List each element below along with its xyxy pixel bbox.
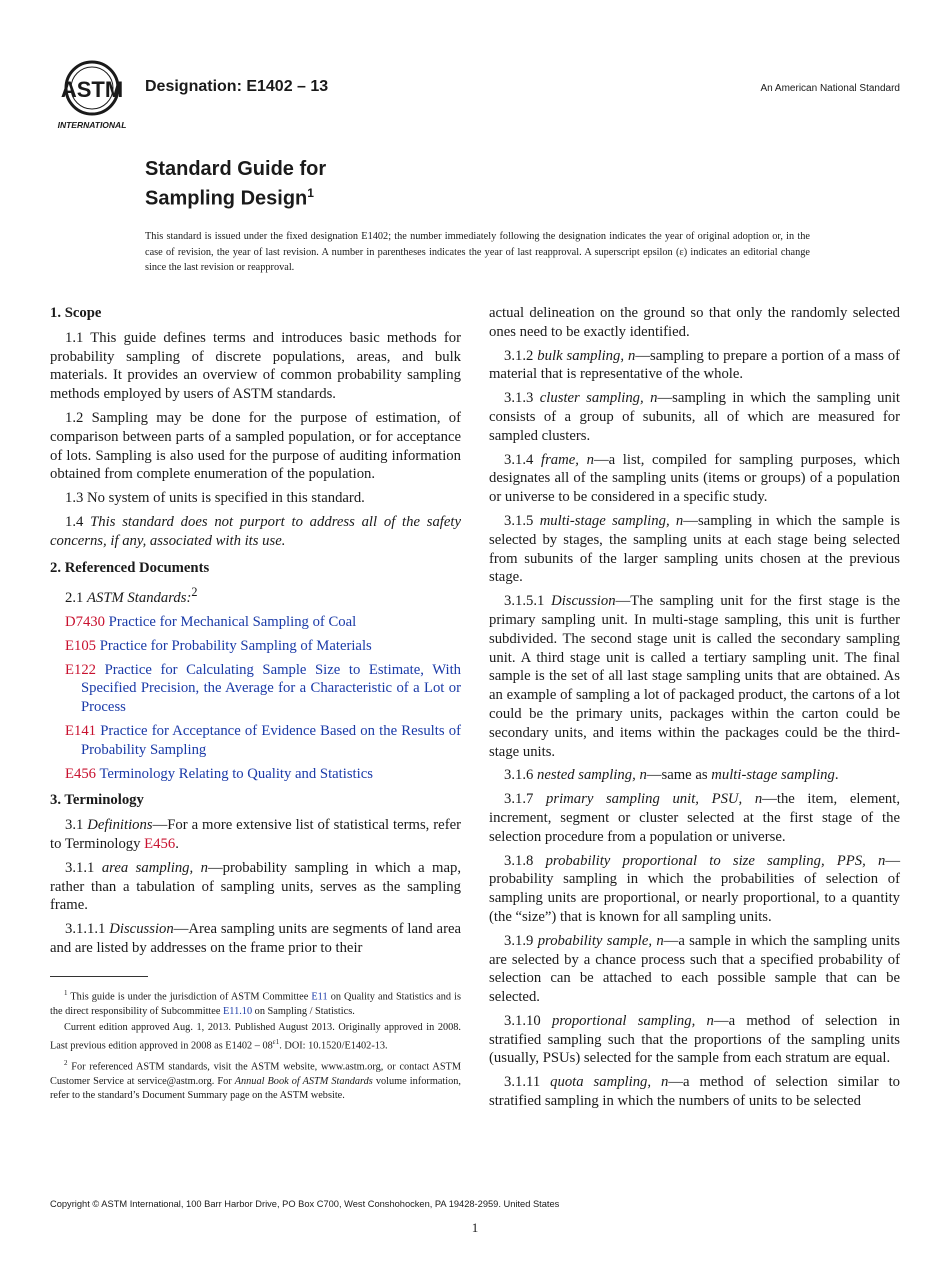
term: probability sample, n <box>537 932 664 949</box>
paragraph-3-1-6 <box>489 766 900 785</box>
definition-text: —The sampling unit for the first stage is the primary sampling unit. In multi-stage sampling, this unit is further subdivided. The second stage unit is called the secondary sampling unit. A third stage unit is called a tertiary sampling unit. The final sample is the set of all last stage sampling units that are obtained. As an example of sampling a lot of packaged product, the cartons of a lot could be the primary units, packages within the carton could be secondary units, and items within the packages could be the third-stage units. <box>489 593 901 760</box>
footnote-text: on Quality and Statistics and is the direct responsibility of Subcommittee <box>50 991 462 1017</box>
safety-statement: This standard does not purport to address all of the safety concerns, if any, associated with its use. <box>50 513 462 549</box>
paragraph-number: 3.1.3 <box>504 390 534 407</box>
paragraph-3-1-8 <box>489 852 900 927</box>
definition-text: —sampling to prepare a portion of a mass of material that is representative of the whole. <box>489 347 900 383</box>
paragraph-3-1-4 <box>489 451 900 507</box>
definition-text: —a method of selection in stratified sampling such that the proportions of the sampling units (usually, PSUs) selected for the sample from each stratum are equal. <box>489 1012 900 1067</box>
reference-title[interactable]: Terminology Relating to Quality and Statistics <box>99 765 373 782</box>
paragraph-number: 3.1.5.1 <box>504 593 545 610</box>
definition-text: —For a more extensive list of statistical terms, refer to Terminology <box>50 817 461 853</box>
paragraph-3-1-5 <box>489 512 900 587</box>
definition-text: —probability sampling in which the probabilities of selection of sampling units are proportional, or nearly proportional, to a quantity (the “size”) that is known for all sampling units. <box>489 852 900 925</box>
astm-logo-graphic <box>50 58 134 132</box>
term: Discussion <box>551 593 616 610</box>
title-line-2-text: Sampling Design <box>145 187 308 210</box>
footnote-text: For referenced ASTM standards, visit the ASTM website, www.astm.org, or contact ASTM Customer Service at service@astm.org. For <box>50 1061 461 1087</box>
designation: Designation: E1402 – 13 <box>145 78 329 95</box>
paragraph-3-1-7 <box>489 790 900 846</box>
footnote-text: Current edition approved Aug. 1, 2013. Published August 2013. Originally approved in 2008. Last previous edition approved in 2008 as E1402 – 08 <box>50 1022 461 1052</box>
reference-title[interactable]: Practice for Probability Sampling of Materials <box>99 637 372 654</box>
definition-text: —same as <box>646 767 708 784</box>
right-column <box>489 304 900 1116</box>
footnote-1 <box>50 986 461 1019</box>
footnotes <box>50 986 461 1105</box>
footnote-text: volume information, refer to the standard’s Document Summary page on the ASTM website. <box>50 1075 461 1102</box>
paragraph-3-1-3 <box>489 389 900 445</box>
definition-text: —probability sampling in which a map, rather than a tabulation of sampling units, serves as the sampling frame. <box>50 859 461 914</box>
page-number: 1 <box>471 1220 479 1235</box>
committee-link[interactable]: E11 <box>311 991 328 1003</box>
term: multi-stage sampling, n <box>539 512 684 529</box>
paragraph-number: 3.1.8 <box>504 852 534 869</box>
footnote-1-edition <box>50 1021 461 1054</box>
term: nested sampling, n <box>537 767 647 784</box>
paragraph-number: 3.1.1 <box>65 859 95 876</box>
paragraph-3-1-11 <box>489 1073 900 1111</box>
definition-text: —a sample in which the sampling units are selected by a chance process such that a specified probability of selection can be attached to each possible sample that can be selected. <box>489 932 901 1006</box>
astm-logo <box>50 58 134 132</box>
subcommittee-link[interactable]: E11.10 <box>223 1005 253 1017</box>
paragraph-number: 3.1.10 <box>504 1012 541 1029</box>
national-standard-label: An American National Standard <box>760 83 900 94</box>
term: bulk sampling, n <box>537 347 636 364</box>
term: frame, n <box>541 451 594 468</box>
title-line-2 <box>145 181 845 211</box>
footnote-mark: 1 <box>64 989 68 997</box>
section-heading-scope: 1. Scope <box>50 305 102 321</box>
reference-code[interactable]: E105 <box>65 637 97 654</box>
paragraph-number: 3.1.5 <box>504 512 534 529</box>
reference-code[interactable]: D7430 <box>65 614 105 631</box>
paragraph-3-1-10 <box>489 1012 900 1068</box>
paragraph-number: 3.1.6 <box>504 767 534 784</box>
footnote-mark: 2 <box>191 585 198 600</box>
cross-reference: multi-stage sampling <box>711 767 835 784</box>
footnote-text: . DOI: 10.1520/E1402-13. <box>279 1040 388 1052</box>
astm-standards-label: ASTM Standards: <box>87 590 192 607</box>
paragraph-number: 3.1.1.1 <box>65 921 106 938</box>
term: probability proportional to size sampling, PPS, n <box>545 852 886 869</box>
definition-text: —sampling in which the sample is selected by stages, the sampling units at each stage being selected from subunits of the larger sampling units chosen at the previous stage. <box>489 512 900 586</box>
left-column <box>50 304 461 963</box>
reference-code[interactable]: E456 <box>65 765 97 782</box>
punctuation: . <box>834 767 839 784</box>
punctuation: . <box>175 836 179 853</box>
title-footnote-mark: 1 <box>307 186 314 200</box>
paragraph-3-1-1-1 <box>50 920 461 958</box>
paragraph-number: 3.1 <box>65 817 84 834</box>
paragraph-number: 3.1.11 <box>504 1074 541 1091</box>
term: Discussion <box>109 921 174 938</box>
reference-title[interactable]: Practice for Calculating Sample Size to Estimate, With Specified Precision, the Average for a Characteristic of a Lot or Process <box>81 661 461 716</box>
paragraph-3-1-9 <box>489 932 900 1007</box>
footnote-2 <box>50 1056 461 1103</box>
definition-text: —Area sampling units are segments of land area and are listed by addresses on the frame prior to their <box>50 921 462 956</box>
copyright-notice: Copyright © ASTM International, 100 Barr Harbor Drive, PO Box C700, West Conshohocken, PA 19428-2959. United States <box>50 1199 560 1209</box>
paragraph-1-1: 1.1 This guide defines terms and introduces basic methods for probability sampling of discrete populations, areas, and bulk materials. It provides an overview of common probability sampling methods employed by users of ASTM standards. <box>50 329 461 403</box>
paragraph-continuation: actual delineation on the ground so that only the randomly selected ones need to be exactly identified. <box>489 305 900 340</box>
paragraph-3-1-1 <box>50 859 461 915</box>
paragraph-1-2: 1.2 Sampling may be done for the purpose of estimation, of comparison between parts of a sampled population, or for acceptance of lots. Sampling is also used for the purpose of auditing information obtained from complete enumeration of the population. <box>50 409 461 483</box>
definition-text: —sampling in which the sampling unit consists of a group of subunits, all of which are measured for sampled clusters. <box>489 390 900 444</box>
reference-item[interactable] <box>50 722 461 760</box>
terminology-link[interactable]: E456 <box>144 836 176 853</box>
reference-item[interactable] <box>50 613 461 632</box>
page-header <box>50 58 900 138</box>
paragraph-3-1-2 <box>489 347 900 385</box>
reference-item[interactable] <box>50 637 461 656</box>
section-heading-referenced-documents: 2. Referenced Documents <box>50 559 210 576</box>
paragraph-number: 3.1.4 <box>504 451 534 468</box>
title-block <box>145 157 845 211</box>
reference-title[interactable]: Practice for Mechanical Sampling of Coal <box>108 614 357 631</box>
term: area sampling, n <box>101 859 208 876</box>
reference-item[interactable] <box>50 765 461 784</box>
paragraph-2-1 <box>50 583 461 608</box>
footnote-text: on Sampling / Statistics. <box>254 1005 355 1017</box>
paragraph-3-1-5-1 <box>489 592 900 761</box>
definition-text: —the item, element, increment, segment or cluster selected at the first stage of the selection procedure from a population or universe. <box>489 791 900 845</box>
title-line-1: Standard Guide for <box>145 158 327 180</box>
footnote-mark: 2 <box>64 1059 68 1068</box>
reference-title[interactable]: Practice for Acceptance of Evidence Based on the Results of Probability Sampling <box>81 723 461 758</box>
term: primary sampling unit, PSU, n <box>546 791 763 808</box>
reference-item[interactable] <box>50 661 461 717</box>
paragraph-3-1 <box>50 816 461 854</box>
term: quota sampling, n <box>550 1074 669 1091</box>
footnote-text: This guide is under the jurisdiction of ASTM Committee <box>70 991 309 1003</box>
footnote-rule <box>50 976 148 977</box>
logo-text: ASTM <box>60 77 124 102</box>
paragraph-number: 2.1 <box>65 590 84 607</box>
paragraph-1-4 <box>50 513 461 551</box>
standard-issuance-note: This standard is issued under the fixed designation E1402; the number immediately following the designation indicates the year of original adoption or, in the case of revision, the year of last revision. A number in parentheses indicates the year of last reapproval. A superscript epsilon (ε) indicates an editorial change since the last revision or reapproval. <box>145 231 810 273</box>
definition-text: —a method of selection similar to stratified sampling in which the numbers of units to be selected <box>489 1074 900 1110</box>
definition-text: —a list, compiled for sampling purposes, which designates all of the sampling units (items or groups) of a population or universe to be considered in a specific study. <box>489 451 900 506</box>
epsilon-mark: ε1 <box>272 1038 280 1047</box>
section-heading-terminology: 3. Terminology <box>50 792 144 809</box>
annual-book-title: Annual Book of ASTM Standards <box>234 1075 373 1087</box>
paragraph-number: 1.4 <box>65 513 84 530</box>
paragraph-number: 3.1.7 <box>504 791 534 808</box>
reference-code[interactable]: E141 <box>65 723 97 740</box>
paragraph-number: 3.1.9 <box>504 932 534 949</box>
paragraph-1-3: 1.3 No system of units is specified in this standard. <box>65 490 365 507</box>
term: Definitions <box>87 817 153 834</box>
reference-code[interactable]: E122 <box>65 661 97 678</box>
paragraph-number: 3.1.2 <box>504 347 534 364</box>
logo-subtext: INTERNATIONAL <box>57 120 127 130</box>
term: proportional sampling, n <box>551 1012 714 1029</box>
term: cluster sampling, n <box>539 390 658 407</box>
